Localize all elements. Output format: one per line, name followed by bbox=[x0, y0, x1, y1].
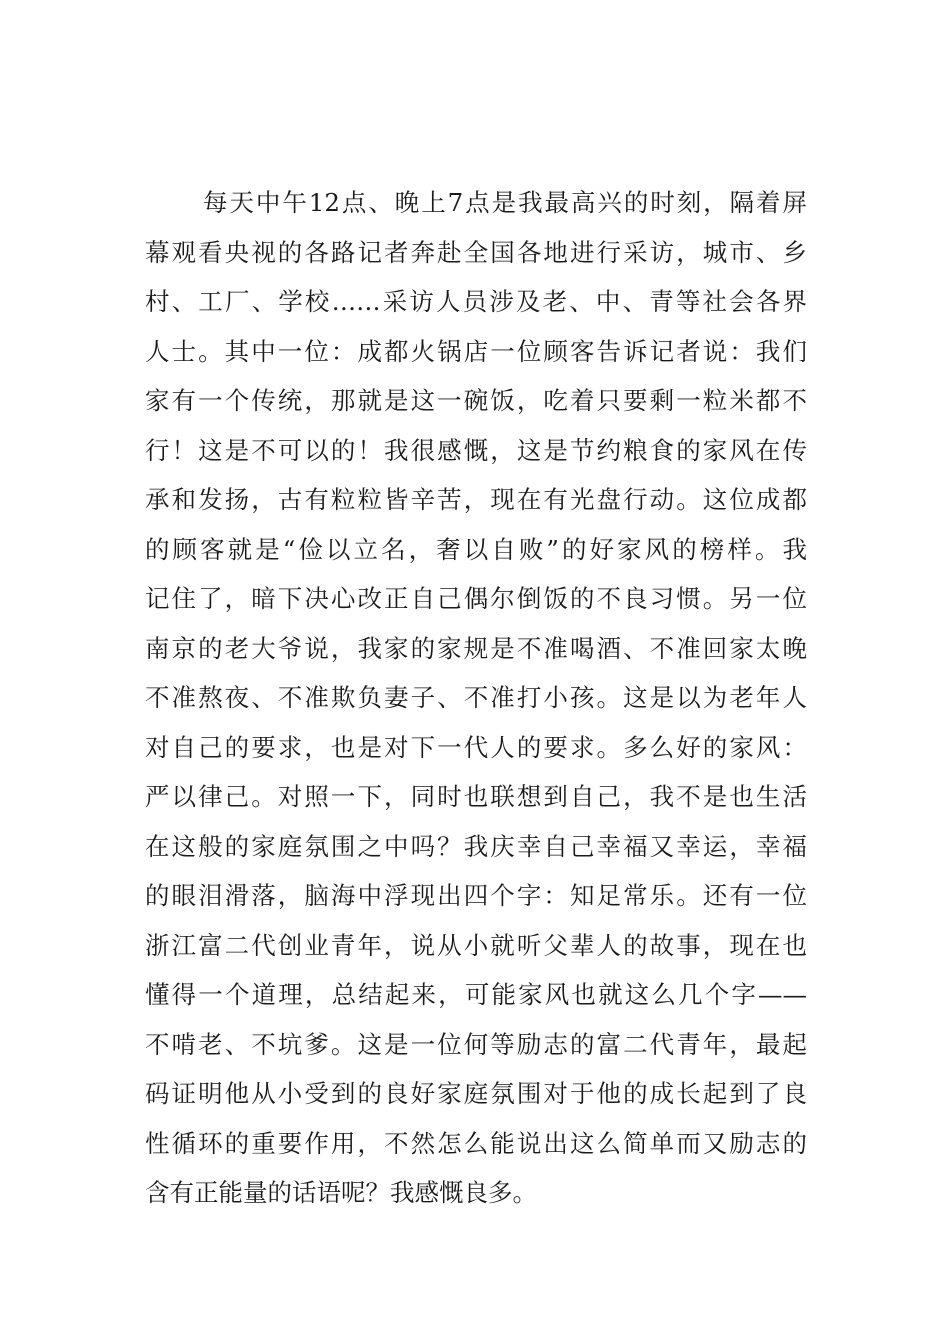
paragraph-line: 行！这是不可以的！我很感慨，这是节约粮食的家风在传 bbox=[145, 435, 807, 465]
paragraph-line: 的顾客就是“俭以立名，奢以自败”的好家风的榜样。我 bbox=[145, 534, 807, 564]
paragraph-line: 对自己的要求，也是对下一代人的要求。多么好的家风： bbox=[145, 732, 807, 762]
paragraph-line: 记住了，暗下决心改正自己偶尔倒饭的不良习惯。另一位 bbox=[145, 584, 807, 613]
paragraph-line: 懂得一个道理，总结起来，可能家风也就这么几个字—— bbox=[145, 980, 807, 1009]
paragraph-line: 含有正能量的话语呢？我感慨良多。 bbox=[145, 1178, 537, 1207]
paragraph-line: 每天中午12点、晚上7点是我最高兴的时刻，隔着屏 bbox=[203, 188, 807, 217]
paragraph-line: 幕观看央视的各路记者奔赴全国各地进行采访，城市、乡 bbox=[145, 237, 807, 267]
paragraph-line: 南京的老大爷说，我家的家规是不准喝酒、不准回家太晚 bbox=[145, 633, 807, 663]
paragraph-line: 人士。其中一位：成都火锅店一位顾客告诉记者说：我们 bbox=[145, 336, 807, 366]
paragraph-line: 码证明他从小受到的良好家庭氛围对于他的成长起到了良 bbox=[145, 1079, 807, 1108]
paragraph-line: 严以律己。对照一下，同时也联想到自己，我不是也生活 bbox=[145, 782, 807, 811]
paragraph-line: 性循环的重要作用，不然怎么能说出这么简单而又励志的 bbox=[145, 1128, 807, 1158]
paragraph-line: 浙江富二代创业青年，说从小就听父辈人的故事，现在也 bbox=[145, 930, 807, 960]
paragraph-line: 在这般的家庭氛围之中吗？我庆幸自己幸福又幸运，幸福 bbox=[145, 831, 807, 861]
paragraph-line: 家有一个传统，那就是这一碗饭，吃着只要剩一粒米都不 bbox=[145, 386, 807, 415]
paragraph-line: 不啃老、不坑爹。这是一位何等励志的富二代青年，最起 bbox=[145, 1029, 807, 1059]
body-paragraph bbox=[145, 178, 807, 1218]
paragraph-line: 的眼泪滑落，脑海中浮现出四个字：知足常乐。还有一位 bbox=[145, 881, 807, 910]
paragraph-line: 不准熬夜、不准欺负妻子、不准打小孩。这是以为老年人 bbox=[145, 683, 807, 712]
paragraph-line: 承和发扬，古有粒粒皆辛苦，现在有光盘行动。这位成都 bbox=[145, 485, 807, 514]
paragraph-line: 村、工厂、学校……采访人员涉及老、中、青等社会各界 bbox=[145, 287, 807, 316]
